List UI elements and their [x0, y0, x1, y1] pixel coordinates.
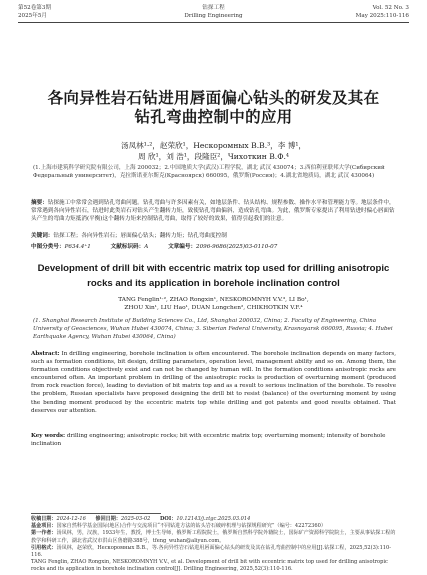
doi-label: DOI：	[159, 516, 177, 522]
citation-label: 引用格式：	[31, 544, 57, 551]
header-journal-cn: 钻探工程	[202, 5, 225, 11]
citation-cn-text: 汤凤林，赵荣欣，Нескоромных В.В.，等.各向异性岩石钻进用唇面偏心钻头的研发及其在钻孔弯曲控制中的应用[J].钻探工程，2025,52(3):110-116.	[31, 544, 392, 559]
id-value: 2096-9686(2025)03-0110-07	[196, 244, 278, 250]
header-pages: May 2025:110-116	[355, 12, 409, 19]
title-en: Development of drill bit with eccentric matrix top used for drilling anisotropic rocks and its application in borehole inclination control	[37, 263, 390, 289]
received-value: 2024-12-16	[56, 516, 86, 522]
fund-text: 国家自然科学基金国际(地区)合作与交流项目“不同钻进方法的钻头岩石破碎机理与钻探规程研究”（编号：42272360）	[56, 523, 326, 530]
keywords-en-label: Key words:	[31, 433, 66, 439]
header-journal	[18, 5, 409, 20]
abstract-cn	[31, 199, 396, 223]
authors-en	[36, 296, 391, 313]
footnote-author	[31, 530, 396, 544]
revised-label: 修回日期：	[95, 516, 121, 522]
revised-date	[95, 516, 150, 522]
authors-en-line-1: TANG Fenglin¹·², ZHAO Rongxin¹, NESKOROMNYH V.V.³, LI Bo¹,	[118, 297, 309, 303]
abstract-cn-text: 钻探施工中常常会遇到钻孔弯曲问题。钻孔弯曲与许多因素有关，如地层条件、钻头结构、规程参数、操作水平和管理能力等。地层条件中，常常遇到各向异性岩石，钻进时此类岩石对钻头产生翻转力矩，致使钻孔弯曲偏斜，造成钻孔弯曲。为此，俄罗斯专家提出了利用钻进时偏心唇面钻头产生的弯曲力矩抵消(平衡)这个翻转力矩来控制钻孔弯曲，取得了较好的效果，值得引起我们的注意。	[31, 200, 395, 222]
clc-number	[31, 244, 91, 250]
header-rule	[18, 22, 409, 23]
received-date	[31, 516, 86, 522]
footnote-citation-cn	[31, 545, 396, 559]
header-vol-no: Vol. 52 No. 3	[372, 5, 409, 11]
received-label: 收稿日期：	[31, 516, 57, 522]
affiliations-cn: (1.上海市建筑科学研究院有限公司，上海 200032；2.中国地质大学(武汉)工程学院，湖北 武汉 430074；3.西伯利亚联邦大学(Сибирский Федеральный университет)，克拉斯诺亚尔斯克(Красноярск) 660095，俄罗斯(Россия)；4.湖北省地质局，湖北 武汉 430064)	[33, 165, 385, 179]
authors-cn-line-2: 周 欣¹，刘 浩¹，段隆臣²，Чихоткин В.Ф.⁴	[138, 152, 289, 161]
header-date: 2025年5月	[18, 12, 47, 19]
author-text: 汤凤林，男，汉族，1933年生，教授，博士生导师，俄罗斯工程院院士，俄罗斯自然科学院外籍院士，国际矿产资源科学院院士，主要从事钻探工程的教学和科研工作，湖北省武汉市洪山区鲁磨路388号，tfeng_wuhan@aliyun.com。	[31, 530, 396, 544]
revised-value: 2025-03-02	[120, 516, 151, 522]
doc-value: A	[144, 244, 149, 250]
footnote	[31, 516, 396, 574]
doi[interactable]	[160, 516, 250, 522]
doc-label: 文献标识码：	[110, 244, 145, 250]
fund-label: 基金项目：	[31, 523, 57, 530]
keywords-cn-text: 钻探工程；各向异性岩石；唇面偏心钻头；翻转力矩；钻孔弯曲度控制	[53, 233, 227, 239]
abstract-en-label: Abstract:	[31, 351, 60, 357]
author-label: 第一作者：	[31, 530, 57, 537]
running-header	[18, 5, 409, 29]
id-label: 文章编号：	[168, 244, 197, 250]
title-cn: 各向异性岩石钻进用唇面偏心钻头的研发及其在钻孔弯曲控制中的应用	[47, 88, 380, 126]
keywords-cn	[31, 232, 396, 240]
footnote-citation-en: TANG Fenglin, ZHAO Rongxin, NESKOROMNYH V.V., et al. Development of drill bit with eccentric matrix top used for drilling anisotropic rocks and its application in borehole inclination control[J]. Drilling Engineering, 2025,52(3):110-116.	[31, 559, 388, 573]
clc-label: 中图分类号：	[31, 244, 65, 250]
authors-cn-line-1: 汤凤林¹·²，赵荣欣¹，Нескоромных В.В.³，李 博¹，	[121, 141, 306, 150]
keywords-cn-label: 关键词：	[31, 233, 54, 239]
keywords-en	[31, 432, 396, 448]
article-id	[168, 244, 277, 250]
authors-en-line-2: ZHOU Xin¹, LIU Hao¹, DUAN Longchen², CHIKHOTKIN V.F.⁴	[124, 305, 303, 312]
affiliations-en: (1. Shanghai Research Institute of Building Sciences Co., Ltd, Shanghai 200032, China; 2. Faculty of Engineering, China University of Geosciences, Wuhan Hubei 430074, China; 3. Siberian Federal University, Krasnoyarsk 660095, Russia; 4. Hubei Earthquake Agency, Wuhan Hubei 430064, China)	[33, 318, 393, 340]
header-volume-en	[356, 5, 409, 20]
header-volume-issue: 第52卷第3期	[18, 5, 52, 11]
abstract-en-text: In drilling engineering, borehole inclination is often encountered. The borehole inclination depends on many factors, such as formation conditions, bit design, drilling parameters, operation level, management ability and so on. Among them, the formation conditions objectively exist and can not be changed by human will. In the formation conditions anisotropic rocks are encountered often. An important problem in drilling of the anisotropic rocks is production of overturning moment (produced from rock reaction force), leading to deviation of bit matrix top and as a result to serious inclination of the borehole. To resolve the problem, Russian specialists have proposed designing the drill bit to resist (balance) of the overturning moment by using the bending moment produced by the eccentric matrix top while drilling and got patents and good results obtained. That deserves our attention.	[31, 351, 396, 414]
abstract-cn-label: 摘要：	[31, 200, 48, 206]
header-journal-en: Drilling Engineering	[184, 12, 243, 19]
clc-value: P634.4⁺1	[64, 244, 91, 250]
authors-cn	[40, 140, 387, 162]
keywords-en-text: drilling engineering; anisotropic rocks; bit with eccentric matrix top; overturning moment; intensity of borehole inclination	[31, 433, 386, 448]
abstract-en	[31, 350, 396, 415]
document-code	[111, 244, 149, 250]
classification-info	[31, 243, 396, 251]
footnote-rule	[31, 513, 161, 514]
doi-value[interactable]: 10.12143/j.ztgc.2025.03.014	[176, 516, 251, 522]
